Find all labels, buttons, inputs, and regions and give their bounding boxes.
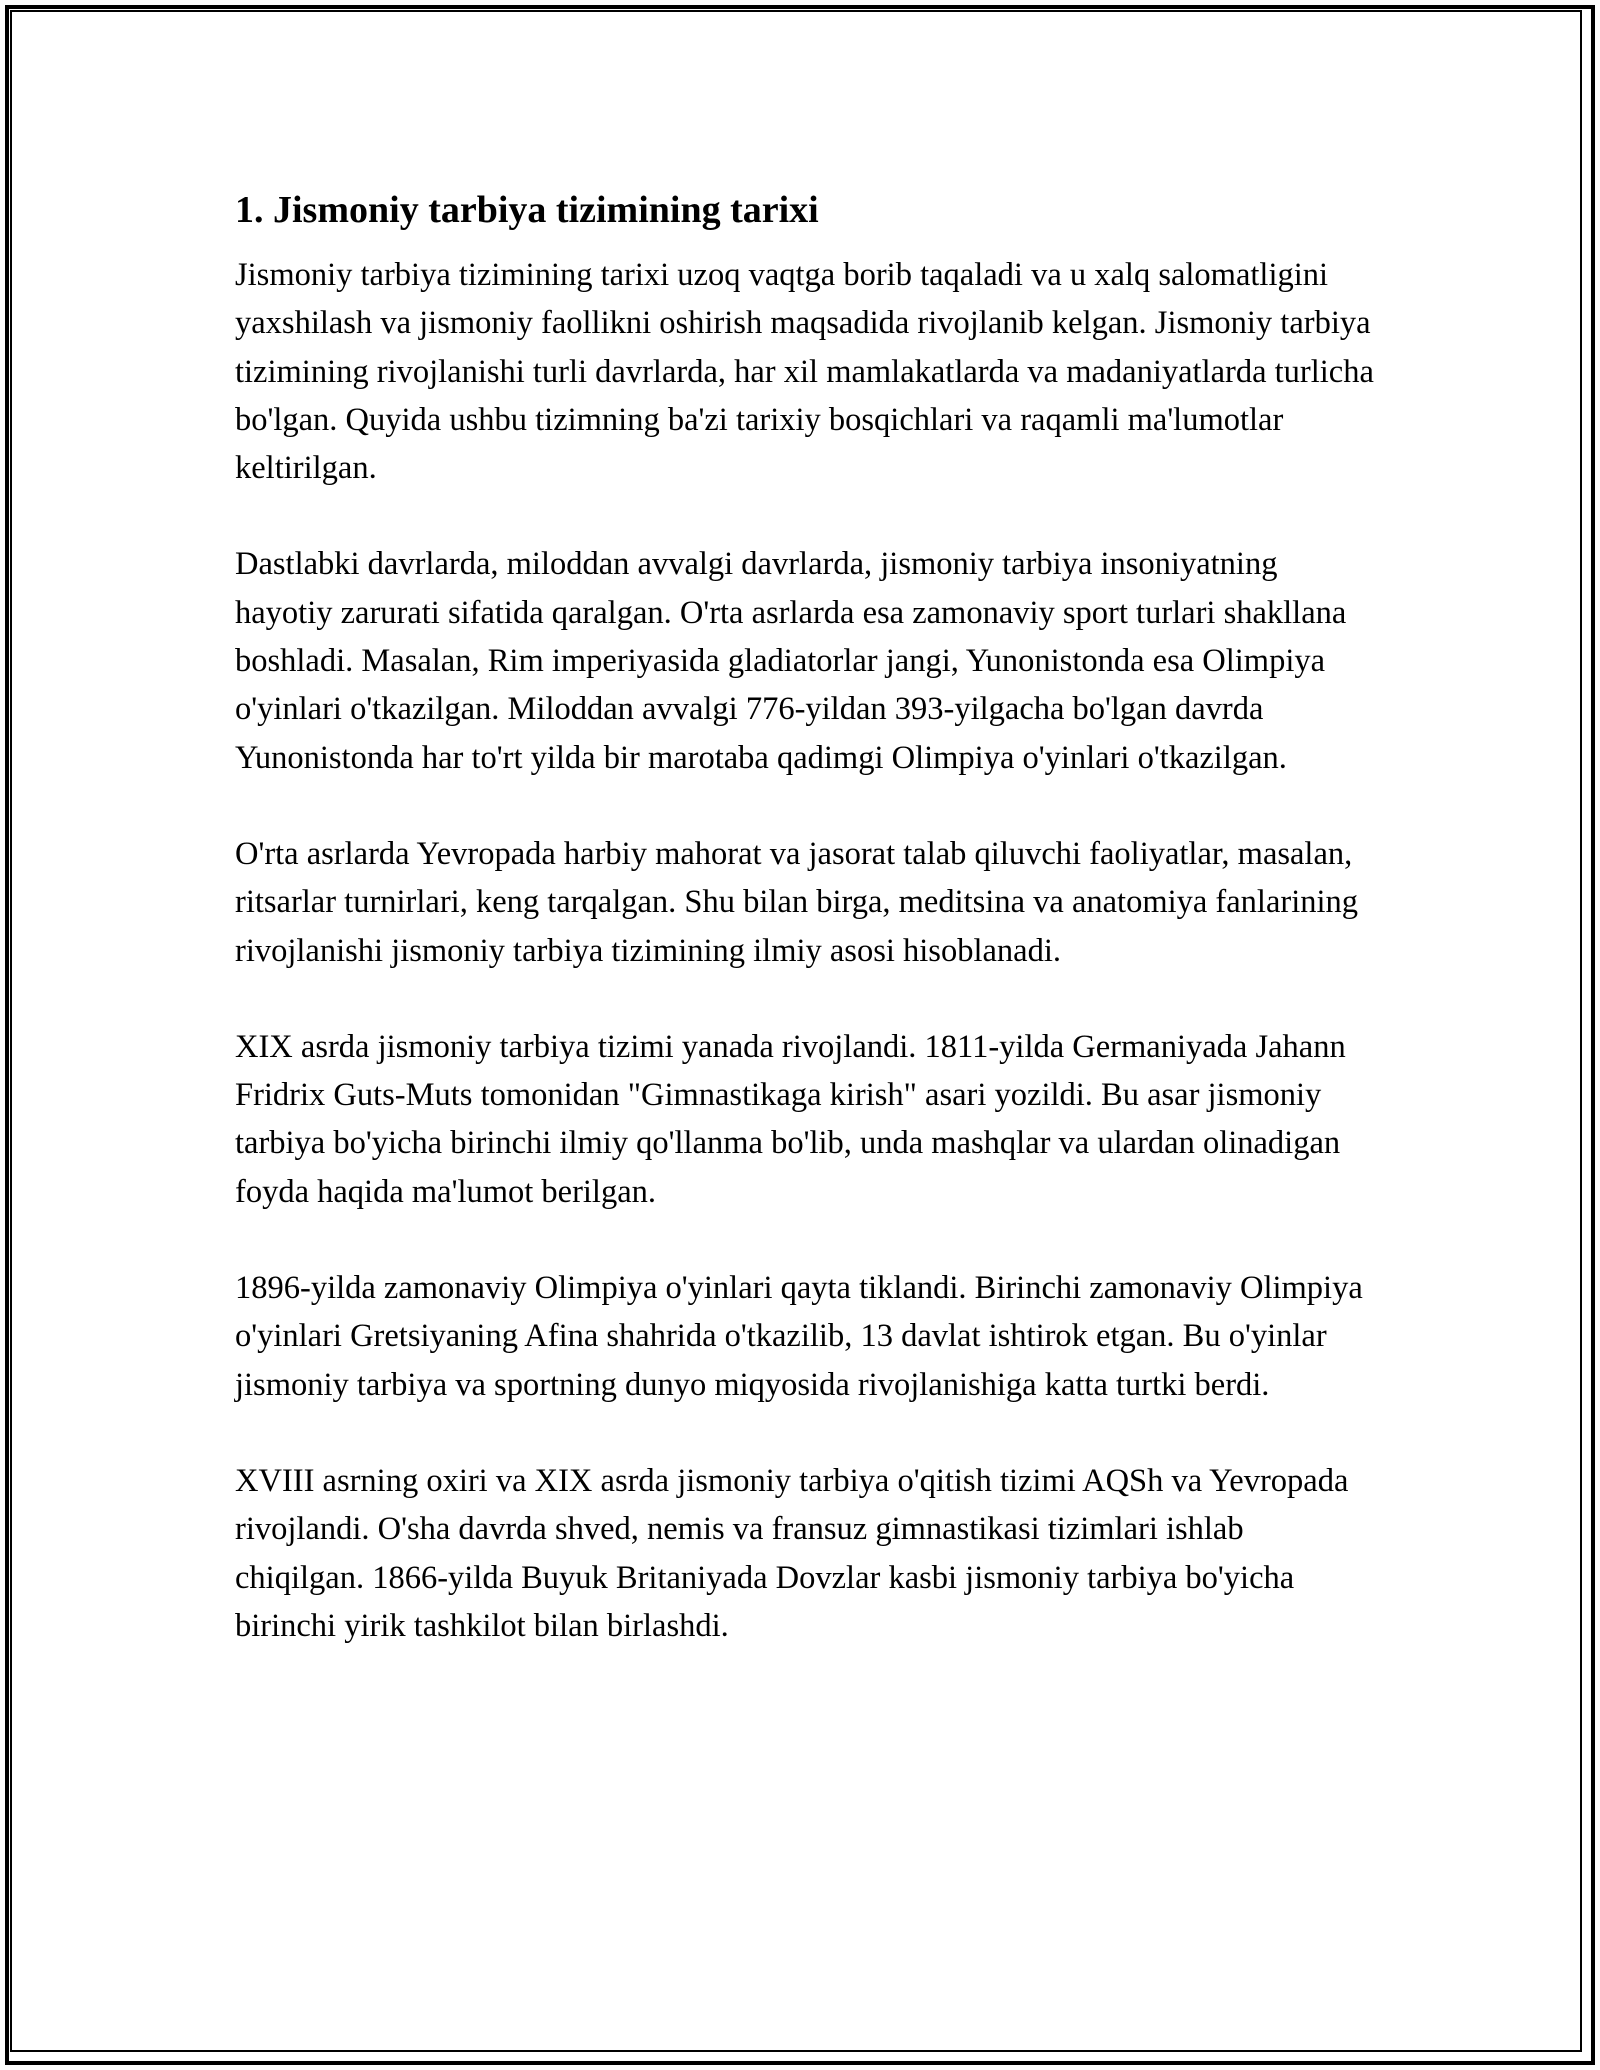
section-heading: 1. Jismoniy tarbiya tizimining tarixi (235, 189, 819, 231)
paragraph-2: Dastlabki davrlarda, miloddan avvalgi davrlarda, jismoniy tarbiya insoniyatning hayotiy zarurati sifatida qaralgan. O'rta asrlarda esa zamonaviy sport turlari shakllana boshladi. Masalan, Rim imperiyasida gladiatorlar jangi, Yunonistonda esa Olimpiya o'yinlari o'tkazilgan. Miloddan avvalgi 776-yildan 393-yilgacha bo'lgan davrda Yunonistonda har to'rt yilda bir marotaba qadimgi Olimpiya o'yinlari o'tkazilgan. (235, 546, 1347, 776)
document-body (235, 185, 1375, 1698)
paragraph-6: XVIII asrning oxiri va XIX asrda jismoniy tarbiya o'qitish tizimi AQSh va Yevropada rivojlandi. O'sha davrda shved, nemis va fransuz gimnastikasi tizimlari ishlab chiqilgan. 1866-yilda Buyuk Britaniyada Dovzlar kasbi jismoniy tarbiya bo'yicha birinchi yirik tashkilot bilan birlashdi. (235, 1462, 1349, 1644)
paragraph-4: XIX asrda jismoniy tarbiya tizimi yanada rivojlandi. 1811-yilda Germaniyada Jahann Fridrix Guts-Muts tomonidan "Gimnastikaga kirish" asari yozildi. Bu asar jismoniy tarbiya bo'yicha birinchi ilmiy qo'llanma bo'lib, unda mashqlar va ulardan olinadigan foyda haqida ma'lumot berilgan. (235, 1028, 1346, 1210)
paragraph-3: O'rta asrlarda Yevropada harbiy mahorat va jasorat talab qiluvchi faoliyatlar, masalan, ritsarlar turnirlari, keng tarqalgan. Shu bilan birga, meditsina va anatomiya fanlarining rivojlanishi jismoniy tarbiya tizimining ilmiy asosi hisoblanadi. (235, 835, 1359, 969)
paragraph-5: 1896-yilda zamonaviy Olimpiya o'yinlari qayta tiklandi. Birinchi zamonaviy Olimpiya o'yinlari Gretsiyaning Afina shahrida o'tkazilib, 13 davlat ishtirok etgan. Bu o'yinlar jismoniy tarbiya va sportning dunyo miqyosida rivojlanishiga katta turtki berdi. (235, 1270, 1363, 1403)
paragraph-1: Jismoniy tarbiya tizimining tarixi uzoq vaqtga borib taqaladi va u xalq salomatligini yaxshilash va jismoniy faollikni oshirish maqsadida rivojlanib kelgan. Jismoniy tarbiya tizimining rivojlanishi turli davrlarda, har xil mamlakatlarda va madaniyatlarda turlicha bo'lgan. Quyida ushbu tizimning ba'zi tarixiy bosqichlari va raqamli ma'lumotlar keltirilgan. (235, 257, 1374, 487)
